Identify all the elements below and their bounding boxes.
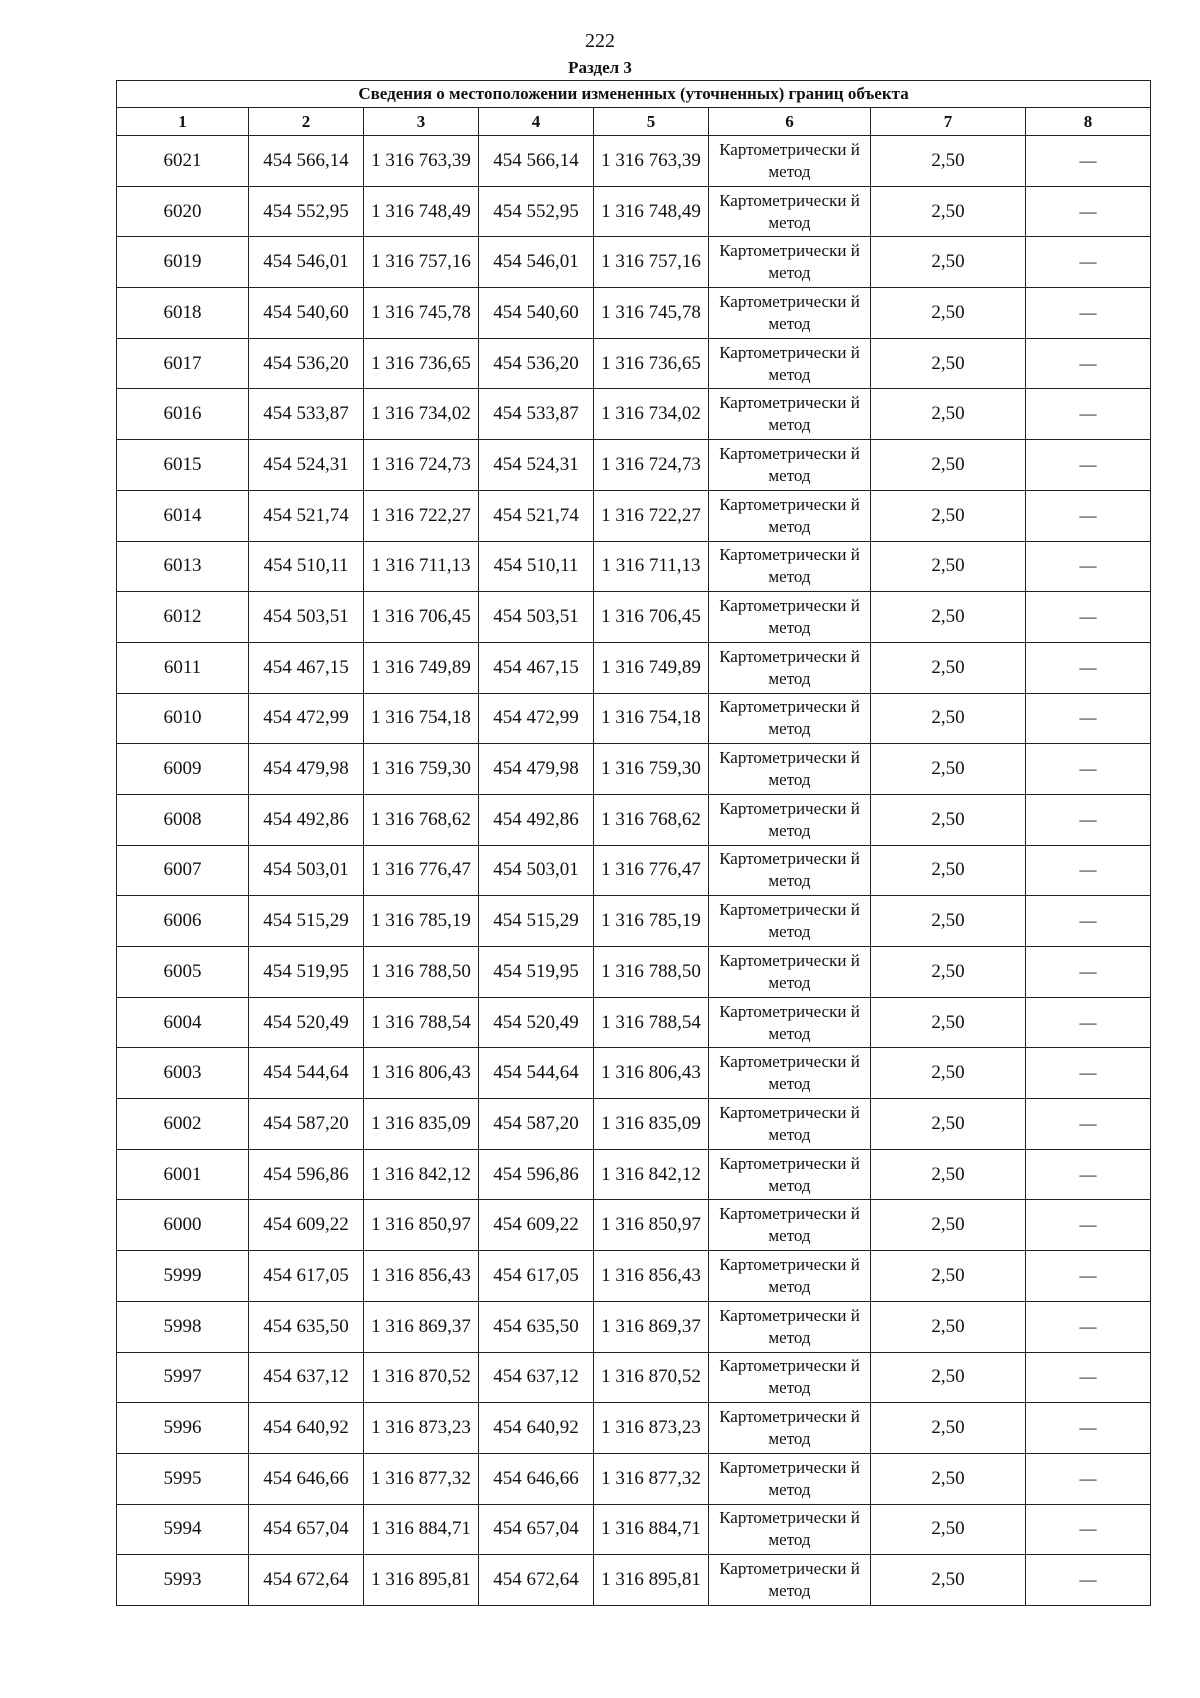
note-cell: — xyxy=(1026,1453,1151,1504)
x-old-cell: 454 637,12 xyxy=(249,1352,364,1403)
x-old-cell: 454 519,95 xyxy=(249,947,364,998)
point-number-cell: 6003 xyxy=(117,1048,249,1099)
y-old-cell: 1 316 895,81 xyxy=(364,1555,479,1606)
method-cell: Картометрически й метод xyxy=(709,237,871,288)
note-cell: — xyxy=(1026,744,1151,795)
note-cell: — xyxy=(1026,1352,1151,1403)
method-cell: Картометрически й метод xyxy=(709,997,871,1048)
x-new-cell: 454 657,04 xyxy=(479,1504,594,1555)
x-new-cell: 454 533,87 xyxy=(479,389,594,440)
accuracy-cell: 2,50 xyxy=(871,1301,1026,1352)
point-number-cell: 6020 xyxy=(117,186,249,237)
method-cell: Картометрически й метод xyxy=(709,1504,871,1555)
method-cell: Картометрически й метод xyxy=(709,896,871,947)
x-new-cell: 454 637,12 xyxy=(479,1352,594,1403)
y-new-cell: 1 316 757,16 xyxy=(594,237,709,288)
x-new-cell: 454 609,22 xyxy=(479,1200,594,1251)
table-row xyxy=(117,845,1151,896)
x-old-cell: 454 617,05 xyxy=(249,1251,364,1302)
x-old-cell: 454 467,15 xyxy=(249,642,364,693)
point-number-cell: 6010 xyxy=(117,693,249,744)
table-row xyxy=(117,1200,1151,1251)
accuracy-cell: 2,50 xyxy=(871,186,1026,237)
y-old-cell: 1 316 877,32 xyxy=(364,1453,479,1504)
x-old-cell: 454 515,29 xyxy=(249,896,364,947)
note-cell: — xyxy=(1026,338,1151,389)
y-new-cell: 1 316 776,47 xyxy=(594,845,709,896)
x-new-cell: 454 467,15 xyxy=(479,642,594,693)
table-row xyxy=(117,288,1151,339)
x-old-cell: 454 596,86 xyxy=(249,1149,364,1200)
y-old-cell: 1 316 736,65 xyxy=(364,338,479,389)
table-row xyxy=(117,693,1151,744)
accuracy-cell: 2,50 xyxy=(871,1352,1026,1403)
method-cell: Картометрически й метод xyxy=(709,1200,871,1251)
column-number: 1 xyxy=(117,108,249,136)
method-cell: Картометрически й метод xyxy=(709,845,871,896)
y-old-cell: 1 316 788,54 xyxy=(364,997,479,1048)
point-number-cell: 5994 xyxy=(117,1504,249,1555)
table-row xyxy=(117,642,1151,693)
point-number-cell: 6004 xyxy=(117,997,249,1048)
x-new-cell: 454 617,05 xyxy=(479,1251,594,1302)
method-cell: Картометрически й метод xyxy=(709,1403,871,1454)
y-old-cell: 1 316 884,71 xyxy=(364,1504,479,1555)
y-old-cell: 1 316 850,97 xyxy=(364,1200,479,1251)
accuracy-cell: 2,50 xyxy=(871,1453,1026,1504)
note-cell: — xyxy=(1026,1048,1151,1099)
y-new-cell: 1 316 722,27 xyxy=(594,490,709,541)
accuracy-cell: 2,50 xyxy=(871,896,1026,947)
y-new-cell: 1 316 869,37 xyxy=(594,1301,709,1352)
x-new-cell: 454 520,49 xyxy=(479,997,594,1048)
method-cell: Картометрически й метод xyxy=(709,490,871,541)
table-row xyxy=(117,389,1151,440)
point-number-cell: 6006 xyxy=(117,896,249,947)
x-new-cell: 454 596,86 xyxy=(479,1149,594,1200)
table-row xyxy=(117,237,1151,288)
table-row xyxy=(117,440,1151,491)
note-cell: — xyxy=(1026,1251,1151,1302)
y-new-cell: 1 316 850,97 xyxy=(594,1200,709,1251)
y-new-cell: 1 316 788,54 xyxy=(594,997,709,1048)
x-old-cell: 454 544,64 xyxy=(249,1048,364,1099)
accuracy-cell: 2,50 xyxy=(871,1403,1026,1454)
note-cell: — xyxy=(1026,136,1151,187)
table-caption: Сведения о местоположении измененных (уточненных) границ объекта xyxy=(117,81,1151,108)
method-cell: Картометрически й метод xyxy=(709,1099,871,1150)
point-number-cell: 5996 xyxy=(117,1403,249,1454)
note-cell: — xyxy=(1026,541,1151,592)
y-old-cell: 1 316 776,47 xyxy=(364,845,479,896)
y-new-cell: 1 316 877,32 xyxy=(594,1453,709,1504)
y-new-cell: 1 316 724,73 xyxy=(594,440,709,491)
x-new-cell: 454 472,99 xyxy=(479,693,594,744)
accuracy-cell: 2,50 xyxy=(871,744,1026,795)
point-number-cell: 6015 xyxy=(117,440,249,491)
table-row xyxy=(117,338,1151,389)
x-new-cell: 454 510,11 xyxy=(479,541,594,592)
table-body xyxy=(117,136,1151,1606)
table-row xyxy=(117,1099,1151,1150)
accuracy-cell: 2,50 xyxy=(871,1048,1026,1099)
table-row xyxy=(117,186,1151,237)
y-new-cell: 1 316 895,81 xyxy=(594,1555,709,1606)
y-new-cell: 1 316 759,30 xyxy=(594,744,709,795)
point-number-cell: 5998 xyxy=(117,1301,249,1352)
y-old-cell: 1 316 749,89 xyxy=(364,642,479,693)
accuracy-cell: 2,50 xyxy=(871,440,1026,491)
y-new-cell: 1 316 745,78 xyxy=(594,288,709,339)
y-old-cell: 1 316 759,30 xyxy=(364,744,479,795)
point-number-cell: 5999 xyxy=(117,1251,249,1302)
y-new-cell: 1 316 856,43 xyxy=(594,1251,709,1302)
note-cell: — xyxy=(1026,1301,1151,1352)
x-new-cell: 454 503,51 xyxy=(479,592,594,643)
x-old-cell: 454 472,99 xyxy=(249,693,364,744)
x-new-cell: 454 536,20 xyxy=(479,338,594,389)
x-old-cell: 454 536,20 xyxy=(249,338,364,389)
x-old-cell: 454 587,20 xyxy=(249,1099,364,1150)
y-old-cell: 1 316 806,43 xyxy=(364,1048,479,1099)
x-old-cell: 454 635,50 xyxy=(249,1301,364,1352)
accuracy-cell: 2,50 xyxy=(871,389,1026,440)
y-new-cell: 1 316 788,50 xyxy=(594,947,709,998)
y-old-cell: 1 316 754,18 xyxy=(364,693,479,744)
x-new-cell: 454 566,14 xyxy=(479,136,594,187)
x-new-cell: 454 546,01 xyxy=(479,237,594,288)
x-new-cell: 454 519,95 xyxy=(479,947,594,998)
table-row xyxy=(117,1555,1151,1606)
point-number-cell: 6011 xyxy=(117,642,249,693)
y-old-cell: 1 316 734,02 xyxy=(364,389,479,440)
method-cell: Картометрически й метод xyxy=(709,1048,871,1099)
note-cell: — xyxy=(1026,1149,1151,1200)
accuracy-cell: 2,50 xyxy=(871,642,1026,693)
x-old-cell: 454 521,74 xyxy=(249,490,364,541)
y-new-cell: 1 316 734,02 xyxy=(594,389,709,440)
y-old-cell: 1 316 788,50 xyxy=(364,947,479,998)
boundary-coordinates-table xyxy=(116,80,1151,1606)
y-new-cell: 1 316 748,49 xyxy=(594,186,709,237)
x-old-cell: 454 657,04 xyxy=(249,1504,364,1555)
y-old-cell: 1 316 722,27 xyxy=(364,490,479,541)
x-old-cell: 454 646,66 xyxy=(249,1453,364,1504)
note-cell: — xyxy=(1026,1099,1151,1150)
note-cell: — xyxy=(1026,845,1151,896)
table-row xyxy=(117,794,1151,845)
method-cell: Картометрически й метод xyxy=(709,744,871,795)
point-number-cell: 6009 xyxy=(117,744,249,795)
accuracy-cell: 2,50 xyxy=(871,288,1026,339)
page-number: 222 xyxy=(585,30,615,52)
y-old-cell: 1 316 706,45 xyxy=(364,592,479,643)
x-new-cell: 454 503,01 xyxy=(479,845,594,896)
method-cell: Картометрически й метод xyxy=(709,1453,871,1504)
method-cell: Картометрически й метод xyxy=(709,947,871,998)
y-new-cell: 1 316 754,18 xyxy=(594,693,709,744)
x-old-cell: 454 552,95 xyxy=(249,186,364,237)
y-old-cell: 1 316 869,37 xyxy=(364,1301,479,1352)
y-new-cell: 1 316 768,62 xyxy=(594,794,709,845)
y-new-cell: 1 316 842,12 xyxy=(594,1149,709,1200)
accuracy-cell: 2,50 xyxy=(871,541,1026,592)
point-number-cell: 5997 xyxy=(117,1352,249,1403)
note-cell: — xyxy=(1026,1403,1151,1454)
x-old-cell: 454 503,01 xyxy=(249,845,364,896)
point-number-cell: 5993 xyxy=(117,1555,249,1606)
point-number-cell: 6018 xyxy=(117,288,249,339)
y-old-cell: 1 316 835,09 xyxy=(364,1099,479,1150)
accuracy-cell: 2,50 xyxy=(871,1504,1026,1555)
accuracy-cell: 2,50 xyxy=(871,237,1026,288)
point-number-cell: 6008 xyxy=(117,794,249,845)
y-new-cell: 1 316 785,19 xyxy=(594,896,709,947)
column-number-row xyxy=(117,108,1151,136)
y-old-cell: 1 316 842,12 xyxy=(364,1149,479,1200)
point-number-cell: 6021 xyxy=(117,136,249,187)
method-cell: Картометрически й метод xyxy=(709,693,871,744)
table-row xyxy=(117,1251,1151,1302)
note-cell: — xyxy=(1026,642,1151,693)
method-cell: Картометрически й метод xyxy=(709,541,871,592)
accuracy-cell: 2,50 xyxy=(871,947,1026,998)
table-row xyxy=(117,1048,1151,1099)
column-number: 4 xyxy=(479,108,594,136)
y-old-cell: 1 316 768,62 xyxy=(364,794,479,845)
point-number-cell: 6017 xyxy=(117,338,249,389)
accuracy-cell: 2,50 xyxy=(871,997,1026,1048)
point-number-cell: 6012 xyxy=(117,592,249,643)
y-old-cell: 1 316 763,39 xyxy=(364,136,479,187)
x-new-cell: 454 515,29 xyxy=(479,896,594,947)
table-row xyxy=(117,490,1151,541)
note-cell: — xyxy=(1026,288,1151,339)
y-old-cell: 1 316 873,23 xyxy=(364,1403,479,1454)
note-cell: — xyxy=(1026,186,1151,237)
x-new-cell: 454 540,60 xyxy=(479,288,594,339)
note-cell: — xyxy=(1026,794,1151,845)
note-cell: — xyxy=(1026,896,1151,947)
accuracy-cell: 2,50 xyxy=(871,1251,1026,1302)
note-cell: — xyxy=(1026,997,1151,1048)
accuracy-cell: 2,50 xyxy=(871,1200,1026,1251)
y-new-cell: 1 316 873,23 xyxy=(594,1403,709,1454)
point-number-cell: 6002 xyxy=(117,1099,249,1150)
y-old-cell: 1 316 748,49 xyxy=(364,186,479,237)
accuracy-cell: 2,50 xyxy=(871,490,1026,541)
x-old-cell: 454 672,64 xyxy=(249,1555,364,1606)
y-old-cell: 1 316 724,73 xyxy=(364,440,479,491)
x-old-cell: 454 540,60 xyxy=(249,288,364,339)
y-new-cell: 1 316 736,65 xyxy=(594,338,709,389)
point-number-cell: 6001 xyxy=(117,1149,249,1200)
note-cell: — xyxy=(1026,592,1151,643)
point-number-cell: 6005 xyxy=(117,947,249,998)
accuracy-cell: 2,50 xyxy=(871,1099,1026,1150)
accuracy-cell: 2,50 xyxy=(871,136,1026,187)
method-cell: Картометрически й метод xyxy=(709,338,871,389)
x-new-cell: 454 544,64 xyxy=(479,1048,594,1099)
y-new-cell: 1 316 870,52 xyxy=(594,1352,709,1403)
y-old-cell: 1 316 745,78 xyxy=(364,288,479,339)
y-old-cell: 1 316 757,16 xyxy=(364,237,479,288)
column-number: 2 xyxy=(249,108,364,136)
note-cell: — xyxy=(1026,693,1151,744)
point-number-cell: 6019 xyxy=(117,237,249,288)
table-row xyxy=(117,1352,1151,1403)
x-new-cell: 454 635,50 xyxy=(479,1301,594,1352)
method-cell: Картометрически й метод xyxy=(709,186,871,237)
point-number-cell: 6007 xyxy=(117,845,249,896)
method-cell: Картометрически й метод xyxy=(709,794,871,845)
y-new-cell: 1 316 835,09 xyxy=(594,1099,709,1150)
table-row xyxy=(117,541,1151,592)
y-old-cell: 1 316 870,52 xyxy=(364,1352,479,1403)
x-new-cell: 454 492,86 xyxy=(479,794,594,845)
accuracy-cell: 2,50 xyxy=(871,1149,1026,1200)
column-number: 7 xyxy=(871,108,1026,136)
x-new-cell: 454 587,20 xyxy=(479,1099,594,1150)
table-row xyxy=(117,896,1151,947)
accuracy-cell: 2,50 xyxy=(871,592,1026,643)
x-old-cell: 454 533,87 xyxy=(249,389,364,440)
x-new-cell: 454 524,31 xyxy=(479,440,594,491)
x-new-cell: 454 640,92 xyxy=(479,1403,594,1454)
note-cell: — xyxy=(1026,237,1151,288)
table-caption-row xyxy=(117,81,1151,108)
point-number-cell: 6016 xyxy=(117,389,249,440)
column-number: 5 xyxy=(594,108,709,136)
method-cell: Картометрически й метод xyxy=(709,1352,871,1403)
table-row xyxy=(117,1504,1151,1555)
accuracy-cell: 2,50 xyxy=(871,338,1026,389)
table-row xyxy=(117,1149,1151,1200)
method-cell: Картометрически й метод xyxy=(709,440,871,491)
x-old-cell: 454 566,14 xyxy=(249,136,364,187)
note-cell: — xyxy=(1026,440,1151,491)
y-old-cell: 1 316 711,13 xyxy=(364,541,479,592)
x-new-cell: 454 552,95 xyxy=(479,186,594,237)
table-row xyxy=(117,1453,1151,1504)
method-cell: Картометрически й метод xyxy=(709,1301,871,1352)
method-cell: Картометрически й метод xyxy=(709,592,871,643)
table-row xyxy=(117,592,1151,643)
table-row xyxy=(117,1301,1151,1352)
note-cell: — xyxy=(1026,1200,1151,1251)
column-number: 8 xyxy=(1026,108,1151,136)
x-new-cell: 454 479,98 xyxy=(479,744,594,795)
x-old-cell: 454 640,92 xyxy=(249,1403,364,1454)
x-old-cell: 454 546,01 xyxy=(249,237,364,288)
column-number: 3 xyxy=(364,108,479,136)
y-old-cell: 1 316 785,19 xyxy=(364,896,479,947)
accuracy-cell: 2,50 xyxy=(871,693,1026,744)
table-row xyxy=(117,947,1151,998)
x-old-cell: 454 609,22 xyxy=(249,1200,364,1251)
y-old-cell: 1 316 856,43 xyxy=(364,1251,479,1302)
table-row xyxy=(117,1403,1151,1454)
point-number-cell: 6013 xyxy=(117,541,249,592)
note-cell: — xyxy=(1026,1504,1151,1555)
x-old-cell: 454 503,51 xyxy=(249,592,364,643)
x-old-cell: 454 524,31 xyxy=(249,440,364,491)
method-cell: Картометрически й метод xyxy=(709,642,871,693)
y-new-cell: 1 316 884,71 xyxy=(594,1504,709,1555)
y-new-cell: 1 316 806,43 xyxy=(594,1048,709,1099)
table-row xyxy=(117,744,1151,795)
x-new-cell: 454 672,64 xyxy=(479,1555,594,1606)
method-cell: Картометрически й метод xyxy=(709,1251,871,1302)
method-cell: Картометрически й метод xyxy=(709,389,871,440)
accuracy-cell: 2,50 xyxy=(871,1555,1026,1606)
x-old-cell: 454 510,11 xyxy=(249,541,364,592)
section-title: Раздел 3 xyxy=(568,58,632,77)
x-new-cell: 454 521,74 xyxy=(479,490,594,541)
x-old-cell: 454 492,86 xyxy=(249,794,364,845)
y-new-cell: 1 316 711,13 xyxy=(594,541,709,592)
note-cell: — xyxy=(1026,490,1151,541)
x-new-cell: 454 646,66 xyxy=(479,1453,594,1504)
method-cell: Картометрически й метод xyxy=(709,1149,871,1200)
accuracy-cell: 2,50 xyxy=(871,794,1026,845)
y-new-cell: 1 316 749,89 xyxy=(594,642,709,693)
table-row xyxy=(117,136,1151,187)
table-row xyxy=(117,997,1151,1048)
note-cell: — xyxy=(1026,389,1151,440)
method-cell: Картометрически й метод xyxy=(709,1555,871,1606)
column-number: 6 xyxy=(709,108,871,136)
note-cell: — xyxy=(1026,1555,1151,1606)
method-cell: Картометрически й метод xyxy=(709,136,871,187)
x-old-cell: 454 520,49 xyxy=(249,997,364,1048)
y-new-cell: 1 316 763,39 xyxy=(594,136,709,187)
note-cell: — xyxy=(1026,947,1151,998)
method-cell: Картометрически й метод xyxy=(709,288,871,339)
accuracy-cell: 2,50 xyxy=(871,845,1026,896)
y-new-cell: 1 316 706,45 xyxy=(594,592,709,643)
x-old-cell: 454 479,98 xyxy=(249,744,364,795)
point-number-cell: 5995 xyxy=(117,1453,249,1504)
point-number-cell: 6000 xyxy=(117,1200,249,1251)
point-number-cell: 6014 xyxy=(117,490,249,541)
